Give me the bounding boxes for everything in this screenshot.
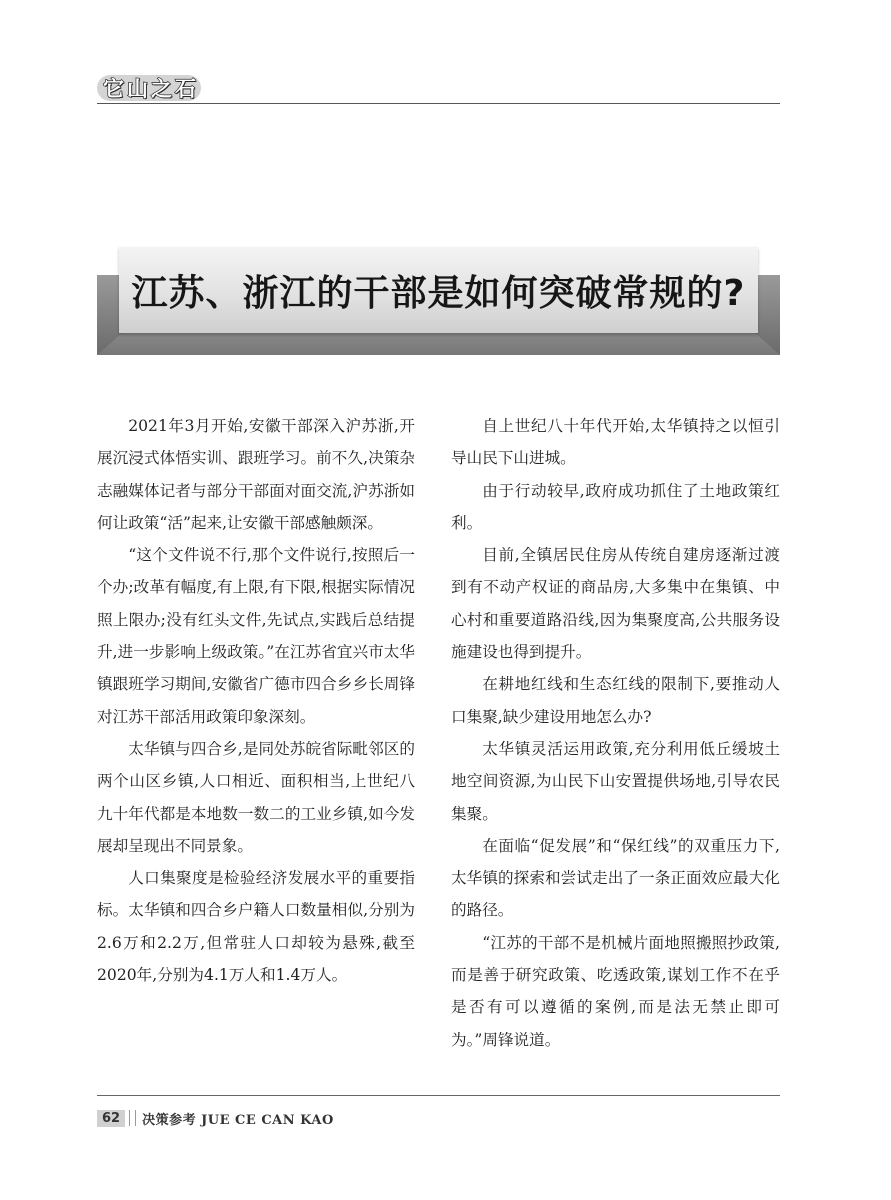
paragraph: 太华镇灵活运用政策,充分利用低丘缓坡土地空间资源,为山民下山安置提供场地,引导农民集聚。 <box>451 739 780 823</box>
paragraph: 自上世纪八十年代开始,太华镇持之以恒引导山民下山进城。 <box>451 417 780 468</box>
article-title: 江苏、浙江的干部是如何突破常规的? <box>131 272 746 314</box>
page-footer <box>97 1107 334 1129</box>
paragraph: 2021年3月开始,安徽干部深入沪苏浙,开展沉浸式体悟实训、跟班学习。前不久,决策杂志融媒体记者与部分干部面对面交流,沪苏浙如何让政策“活”起来,让安徽干部感触颇深。 <box>97 417 415 532</box>
paragraph: 在面临“促发展”和“保红线”的双重压力下,太华镇的探索和尝试走出了一条正面效应最大化的路径。 <box>451 836 780 920</box>
paragraph: 人口集聚度是检验经济发展水平的重要指标。太华镇和四合乡户籍人口数量相似,分别为2.6万和2.2万,但常驻人口却较为悬殊,截至2020年,分别为4.1万人和1.4万人。 <box>97 869 415 985</box>
paragraph: “这个文件说不行,那个文件说行,按照后一个办;改革有幅度,有上限,有下限,根据实际情况照上限办;没有红头文件,先试点,实践后总结提升,进一步影响上级政策。”在江苏省宜兴市太华镇跟班学习期间,安徽省广德市四合乡乡长周锋对江苏干部活用政策印象深刻。 <box>97 546 415 726</box>
paragraph: 在耕地红线和生态红线的限制下,要推动人口集聚,缺少建设用地怎么办? <box>451 675 780 726</box>
footer-separator <box>129 1110 136 1126</box>
section-tag-label: 它山之石 <box>103 77 199 101</box>
title-banner <box>97 247 780 355</box>
right-column <box>451 410 780 1056</box>
footer-rule <box>97 1095 780 1096</box>
paragraph: 由于行动较早,政府成功抓住了土地政策红利。 <box>451 481 780 532</box>
left-column <box>97 410 415 991</box>
banner-bottom-shade <box>97 331 780 355</box>
paragraph: 太华镇与四合乡,是同处苏皖省际毗邻区的两个山区乡镇,人口相近、面积相当,上世纪八九十年代都是本地数一数二的工业乡镇,如今发展却呈现出不同景象。 <box>97 739 415 855</box>
paragraph: 目前,全镇居民住房从传统自建房逐渐过渡到有不动产权证的商品房,大多集中在集镇、中心村和重要道路沿线,因为集聚度高,公共服务设施建设也得到提升。 <box>451 546 780 662</box>
header-rule <box>97 103 780 104</box>
paragraph: “江苏的干部不是机械片面地照搬照抄政策,而是善于研究政策、吃透政策,谋划工作不在乎是否有可以遵循的案例,而是法无禁止即可为。”周锋说道。 <box>451 933 780 1049</box>
magazine-name: 决策参考 JUE CE CAN KAO <box>142 1112 334 1128</box>
section-tag <box>97 74 199 102</box>
page-number: 62 <box>97 1110 125 1127</box>
